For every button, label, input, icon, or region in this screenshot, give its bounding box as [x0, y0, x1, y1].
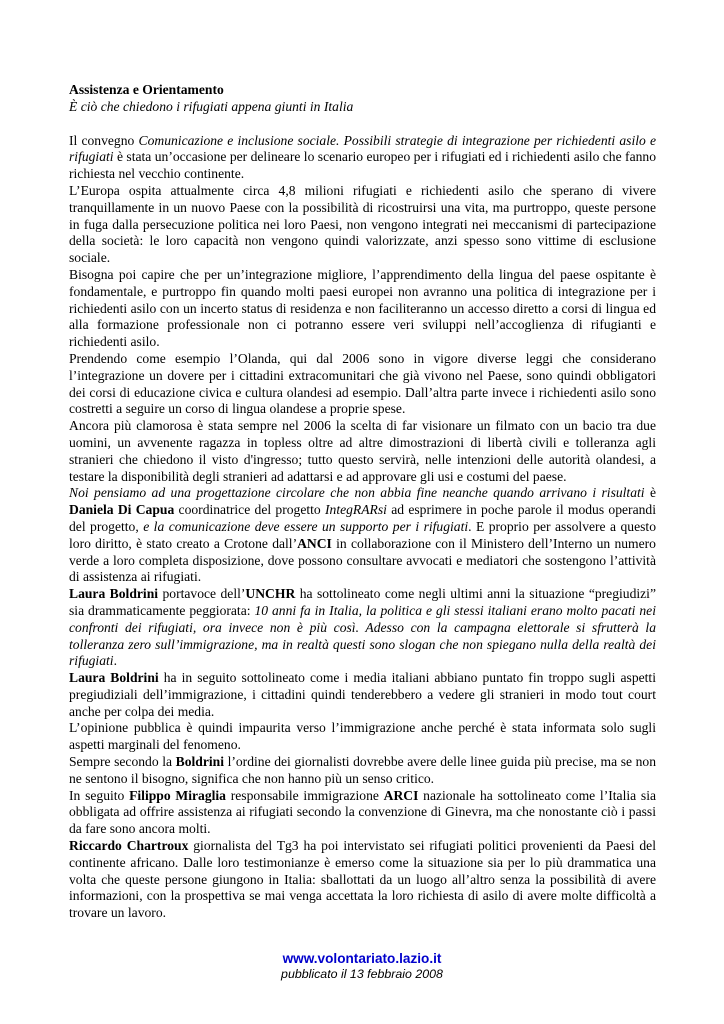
- text: .: [113, 653, 117, 669]
- quote: e la comunicazione deve essere un supporto per i rifugiati: [143, 518, 469, 534]
- paragraph-3: Bisogna poi capire che per un’integrazione migliore, l’apprendimento della lingua del paese ospitante è fondamentale, e purtroppo fin quando molti paesi europei non avranno una politica di integrazione per i richiedenti asilo con un incerto status di residenza e non faciliteranno un accesso diretto a corsi di lingua ed alla formazione professionale non ci potranno essere veri sviluppi nell’accoglienza di rifugianti e richiedenti asilo.: [69, 266, 656, 350]
- paragraph-9: L’opinione pubblica è quindi impaurita verso l’immigrazione anche perché è stata informata solo sugli aspetti marginali del fenomeno.: [69, 720, 656, 753]
- person-name: Laura Boldrini: [69, 670, 159, 686]
- text: ad esprimere in poche parole il modus operandi del progetto,: [69, 502, 656, 534]
- convention-title: Comunicazione e inclusione sociale. Possibili strategie di integrazione per richiedenti asilo e rifugiati: [69, 132, 656, 165]
- paragraph-1: [69, 133, 656, 183]
- text: è: [644, 485, 657, 501]
- spacer: [69, 116, 656, 133]
- publication-date: pubblicato il 13 febbraio 2008: [281, 967, 443, 981]
- person-name: Riccardo Chartroux: [69, 838, 189, 854]
- paragraph-10: [69, 754, 656, 788]
- project-name: IntegRARsi: [325, 502, 387, 518]
- paragraph-12: [69, 838, 656, 922]
- site-link[interactable]: www.volontariato.lazio.it: [282, 951, 442, 966]
- paragraph-11: [69, 788, 656, 838]
- person-name: Filippo Miraglia: [129, 787, 226, 803]
- organization-name: ARCI: [383, 787, 419, 803]
- organization-name: ANCI: [297, 535, 332, 551]
- paragraph-7: [69, 586, 656, 670]
- text: ha in seguito sottolineato come i media italiani abbiano puntato fin troppo sugli aspetti pregiudiziali dell’immigrazione, i cittadini quindi tenderebbero a vedere gli stranieri in modo tout court anche per colpa dei media.: [69, 670, 656, 719]
- article-title: Assistenza e Orientamento: [69, 82, 224, 97]
- article: [69, 82, 656, 922]
- text: ha sottolineato come negli ultimi anni la situazione “pregiudizi” sia drammaticamente peggiorata:: [69, 586, 656, 618]
- quote: 10 anni fa in Italia, la politica e gli stessi italiani erano molto pacati nei confronti dei rifugiati, ora invece non è più così. Adesso con la campagna elettorale si sfrutterà la tolleranza zero sull’immigrazione, ma in realtà questi sono slogan che non spiegano nulla della realtà dei rifugiati: [69, 602, 656, 669]
- organization-name: UNCHR: [245, 586, 296, 602]
- person-name: Daniela Di Capua: [69, 502, 175, 518]
- quote: Noi pensiamo ad una progettazione circolare che non abbia fine neanche quando arrivano i risultati: [69, 485, 645, 501]
- article-subtitle: È ciò che chiedono i rifugiati appena giunti in Italia: [69, 98, 354, 114]
- text: è stata un’occasione per delineare lo scenario europeo per i rifugiati ed i richiedenti asilo che fanno richiesta nel vecchio continente.: [69, 149, 656, 182]
- text: Sempre secondo la: [69, 754, 176, 770]
- text: . E proprio per assolvere a questo loro diritto, è stato creato a Crotone dall’: [69, 518, 656, 551]
- text: giornalista del Tg3 ha poi intervistato sei rifugiati politici provenienti da Paesi del continente africano. Dalle loro testimonianze è emerso come la situazione sia per lo più drammatica una volta che queste persone giungono in Italia: sballottati da un luogo all’altro senza la possibilità di avere informazioni, con la prospettiva se mai venga accettata la loro richiesta di asilo di avere molte difficoltà a trovare un lavoro.: [69, 838, 656, 921]
- paragraph-5: Ancora più clamorosa è stata sempre nel 2006 la scelta di far visionare un filmato con un bacio tra due uomini, un avvenente ragazza in topless oltre ad altre dimostrazioni di libertà civili e tolleranza agli stranieri che chiedono il visto d'ingresso; tutto questo servirà, nelle intenzioni delle autorità olandesi, a testare la disponibilità degli stranieri ad adattarsi e ad approvare gli usi e costumi del paese.: [69, 418, 656, 484]
- text: In seguito: [69, 787, 130, 803]
- paragraph-4: Prendendo come esempio l’Olanda, qui dal 2006 sono in vigore diverse leggi che considerano l’integrazione un dovere per i cittadini extracomunitari che già vivono nel Paese, sono quindi obbligatori dei corsi di educazione civica e cultura olandesi ad esempio. Dall’altra parte invece i richiedenti asilo sono costretti a seguire un corso di lingua olandese a proprie spese.: [69, 350, 656, 417]
- text: nazionale ha sottolineato come l’Italia sia obbligata ad offrire assistenza ai rifugiati secondo la convenzione di Ginevra, ma che nonostante ciò i passi da fare sono ancora molti.: [69, 787, 657, 837]
- text: Il convegno: [69, 132, 139, 148]
- person-name: Laura Boldrini: [69, 586, 159, 602]
- person-name: Boldrini: [175, 754, 224, 770]
- paragraph-8: [69, 670, 656, 720]
- text: portavoce dell’: [158, 586, 246, 602]
- paragraph-6: [69, 485, 656, 586]
- paragraph-2: L’Europa ospita attualmente circa 4,8 milioni rifugiati e richiedenti asilo che sperano di vivere tranquillamente in un nuovo Paese con la possibilità di ricostruirsi una vita, ma purtroppo, queste persone in fuga dalla persecuzione politica nei loro Paesi, non vengono integrati nei meccanismi di partecipazione della società: le loro capacità non vengono quindi valorizzate, anzi spesso sono vittime di esclusione sociale.: [69, 182, 656, 266]
- text: in collaborazione con il Ministero dell’Interno un numero verde a loro completa disposizione, dove possono consultare avvocati e mediatori che sostengono l’attività di assistenza ai rifugiati.: [69, 535, 656, 585]
- text: coordinatrice del progetto: [174, 502, 325, 518]
- footer: [0, 950, 724, 982]
- text: l’ordine dei giornalisti dovrebbe avere delle linee guida più precise, ma se non ne sentono il bisogno, significa che non hanno più un senso critico.: [69, 754, 656, 786]
- text: responsabile immigrazione: [225, 787, 384, 803]
